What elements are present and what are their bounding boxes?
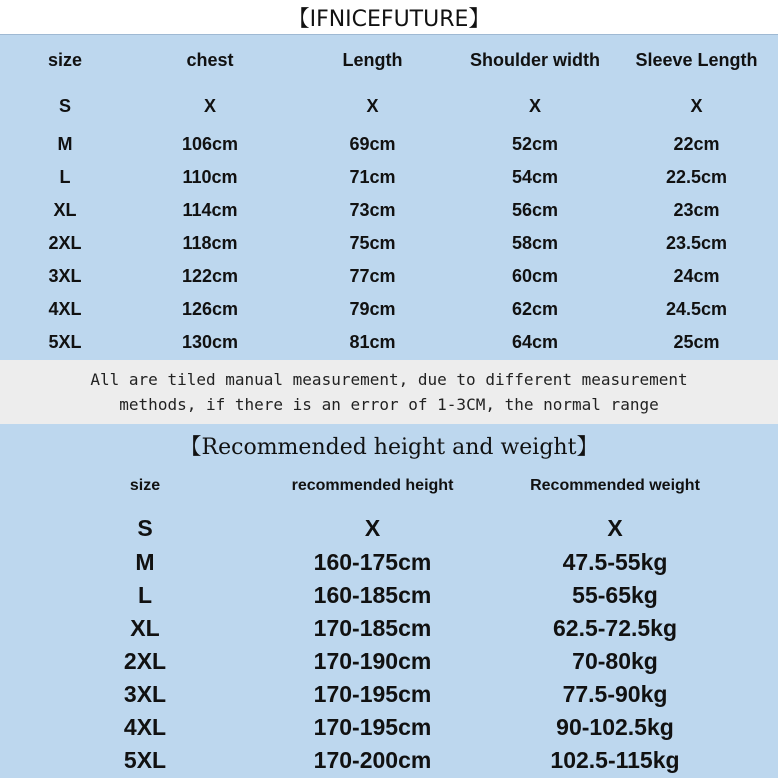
note-line-2: methods, if there is an error of 1-3CM, the normal range <box>119 395 659 414</box>
table-row <box>0 546 778 579</box>
shoulder-cell: 64cm <box>511 332 559 352</box>
height-cell: 160-185cm <box>313 582 432 608</box>
chest-cell: 126cm <box>181 299 239 319</box>
header-recommended-weight: Recommended weight <box>530 477 700 494</box>
sleeve-cell: 22cm <box>673 134 720 154</box>
table-row <box>0 645 778 678</box>
header-size: size <box>47 49 83 70</box>
brand-title: 【IFNICEFUTURE】 <box>0 0 778 35</box>
table-row <box>0 711 778 744</box>
header-size: size <box>129 477 161 494</box>
sleeve-cell: 25cm <box>673 332 720 352</box>
chest-cell: 130cm <box>181 332 239 352</box>
length-cell: 71cm <box>349 167 396 187</box>
size-cell: 3XL <box>48 266 82 286</box>
weight-cell: 62.5-72.5kg <box>552 615 678 641</box>
table-row <box>0 90 778 123</box>
size-cell: 4XL <box>48 299 82 319</box>
length-cell: 77cm <box>349 266 396 286</box>
size-cell: XL <box>130 615 160 641</box>
size-cell: 4XL <box>123 714 167 740</box>
sleeve-cell: 22.5cm <box>665 167 728 187</box>
size-cell: M <box>135 549 155 575</box>
size-cell: 2XL <box>123 648 167 674</box>
chest-cell: 122cm <box>181 266 239 286</box>
length-cell: 75cm <box>349 233 396 253</box>
length-cell: 79cm <box>349 299 396 319</box>
size-cell: 5XL <box>123 747 167 773</box>
note-line-1: All are tiled manual measurement, due to different measurement <box>90 370 688 389</box>
table-row <box>0 744 778 777</box>
height-cell: 170-195cm <box>313 714 432 740</box>
size-cell: 3XL <box>123 681 167 707</box>
measurement-note <box>0 360 778 424</box>
chest-cell: 110cm <box>182 167 238 187</box>
size-cell: 5XL <box>48 332 82 352</box>
height-cell: 170-195cm <box>313 681 432 707</box>
weight-cell: 70-80kg <box>572 648 658 674</box>
size-cell: XL <box>53 200 77 220</box>
height-cell: X <box>364 515 381 541</box>
table-row <box>0 161 778 194</box>
length-cell: 73cm <box>349 200 396 220</box>
table-row <box>0 194 778 227</box>
size-cell: L <box>137 582 153 608</box>
table-row <box>0 512 778 545</box>
table-row <box>0 678 778 711</box>
header-sleeve-length: Sleeve Length <box>635 49 758 70</box>
chest-cell: X <box>203 96 216 116</box>
weight-cell: 55-65kg <box>572 582 658 608</box>
table-row <box>0 326 778 359</box>
shoulder-cell: 56cm <box>511 200 559 220</box>
size-cell: L <box>59 167 71 187</box>
height-cell: 160-175cm <box>313 549 432 575</box>
shoulder-cell: 62cm <box>511 299 559 319</box>
sleeve-cell: 24.5cm <box>665 299 728 319</box>
weight-cell: X <box>607 515 623 541</box>
header-recommended-height: recommended height <box>291 477 454 494</box>
table-row <box>0 227 778 260</box>
sleeve-cell: 23.5cm <box>665 233 728 253</box>
chest-cell: 118cm <box>182 233 238 253</box>
header-shoulder-width: Shoulder width <box>470 49 600 70</box>
height-cell: 170-200cm <box>313 747 432 773</box>
sleeve-cell: 24cm <box>673 266 720 286</box>
table-row <box>0 612 778 645</box>
size-table-header <box>0 42 778 78</box>
chest-cell: 106cm <box>181 134 239 154</box>
table-row <box>0 579 778 612</box>
table-row <box>0 293 778 326</box>
height-cell: 170-190cm <box>313 648 432 674</box>
length-cell: 69cm <box>349 134 396 154</box>
header-length: Length <box>342 49 403 70</box>
size-cell: 2XL <box>48 233 82 253</box>
recommend-table-header <box>0 462 778 510</box>
recommend-title: 【Recommended height and weight】 <box>179 434 599 460</box>
length-cell: 81cm <box>349 332 396 352</box>
weight-cell: 47.5-55kg <box>562 549 668 575</box>
size-cell: S <box>58 96 71 116</box>
shoulder-cell: 60cm <box>511 266 559 286</box>
shoulder-cell: 58cm <box>511 233 559 253</box>
shoulder-cell: 54cm <box>511 167 559 187</box>
weight-cell: 77.5-90kg <box>562 681 668 707</box>
shoulder-cell: 52cm <box>511 134 559 154</box>
length-cell: X <box>366 96 379 116</box>
size-cell: M <box>57 134 73 154</box>
shoulder-cell: X <box>528 96 541 116</box>
weight-cell: 102.5-115kg <box>550 747 680 773</box>
height-cell: 170-185cm <box>313 615 432 641</box>
header-chest: chest <box>186 49 234 70</box>
table-row <box>0 260 778 293</box>
table-row <box>0 128 778 161</box>
sleeve-cell: 23cm <box>673 200 720 220</box>
sleeve-cell: X <box>690 96 703 116</box>
weight-cell: 90-102.5kg <box>556 714 674 740</box>
size-cell: S <box>137 515 153 541</box>
chest-cell: 114cm <box>182 200 238 220</box>
